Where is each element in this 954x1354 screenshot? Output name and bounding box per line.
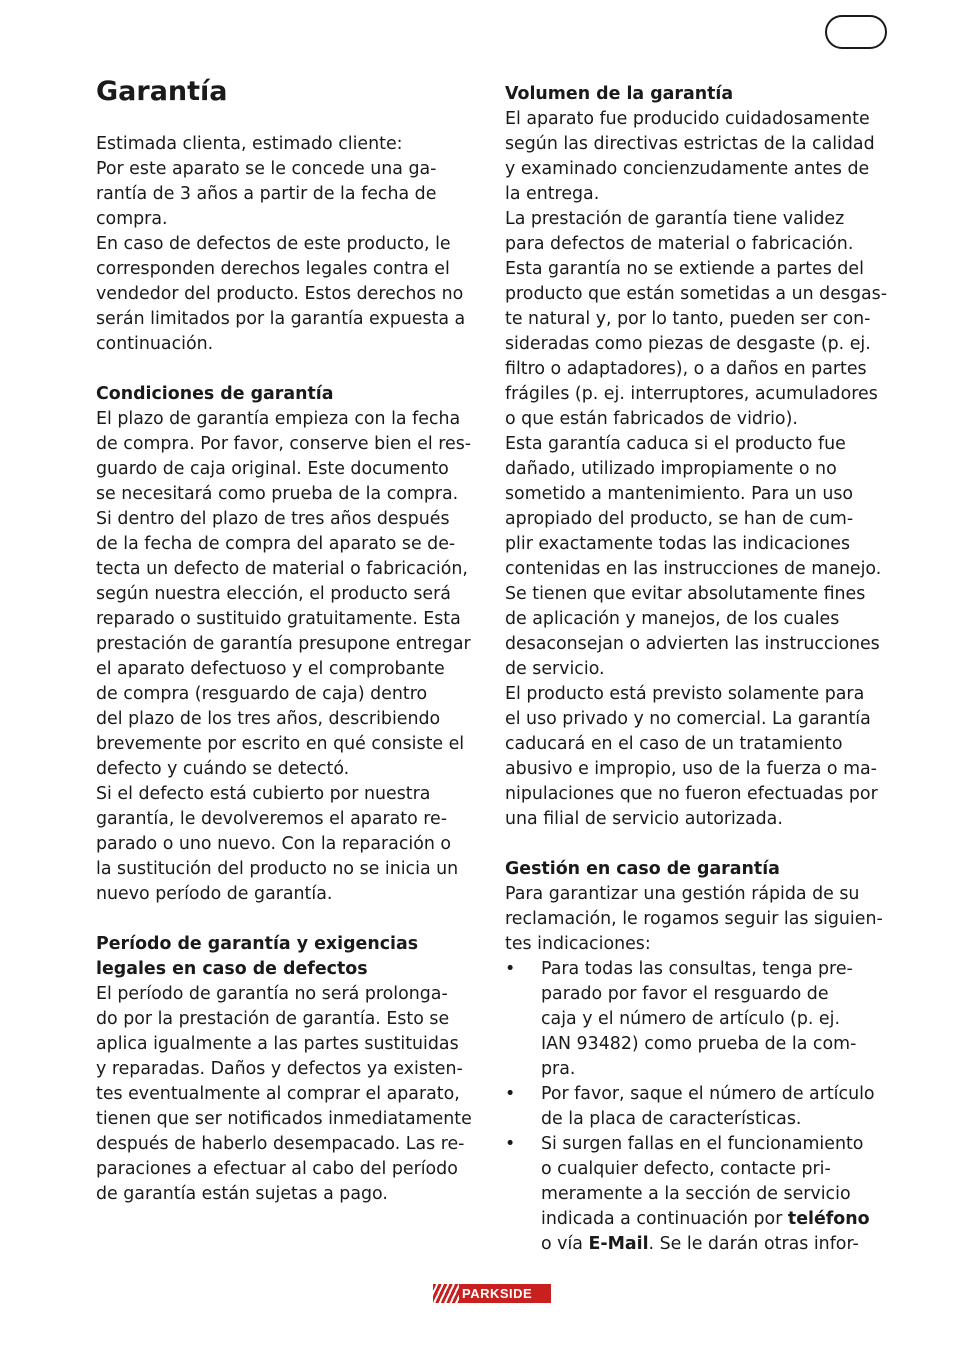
text-line: vendedor del producto. Estos derechos no bbox=[96, 284, 464, 304]
list-item bbox=[505, 957, 897, 1082]
text-run: . Se le darán otras infor- bbox=[648, 1234, 859, 1254]
text-line: producto que están sometidas a un desgas- bbox=[505, 284, 887, 304]
text-line: reclamación, le rogamos seguir las siguien- bbox=[505, 909, 883, 929]
logo-stripes-icon bbox=[433, 1284, 459, 1303]
text-line: Esta garantía no se extiende a partes del bbox=[505, 259, 864, 279]
text-line: tienen que ser notificados inmediatamente bbox=[96, 1109, 472, 1129]
logo-wordmark: PARKSIDE bbox=[462, 1286, 533, 1301]
text-line: garantía, le devolveremos el aparato re- bbox=[96, 809, 448, 829]
text-line: parado por favor el resguardo de bbox=[541, 984, 829, 1004]
text-line: corresponden derechos legales contra el bbox=[96, 259, 450, 279]
text-line: Esta garantía caduca si el producto fue bbox=[505, 434, 846, 454]
text-line: de aplicación y manejos, de los cuales bbox=[505, 609, 840, 629]
text-line: de compra (resguardo de caja) dentro bbox=[96, 684, 428, 704]
text-line: En caso de defectos de este producto, le bbox=[96, 234, 451, 254]
text-line: y examinado concienzudamente antes de bbox=[505, 159, 870, 179]
period-paragraph bbox=[96, 982, 486, 1207]
text-line: sideradas como piezas de desgaste (p. ej. bbox=[505, 334, 871, 354]
text-line: IAN 93482) como prueba de la com- bbox=[541, 1034, 857, 1054]
text-line: de garantía están sujetas a pago. bbox=[96, 1184, 388, 1204]
left-column bbox=[96, 132, 486, 1207]
text-line: el uso privado y no comercial. La garantía bbox=[505, 709, 871, 729]
text-run: o vía bbox=[541, 1234, 589, 1254]
text-line: Si el defecto está cubierto por nuestra bbox=[96, 784, 431, 804]
language-badge bbox=[825, 15, 887, 49]
text-line: rantía de 3 años a partir de la fecha de bbox=[96, 184, 437, 204]
text-line: te natural y, por lo tanto, pueden ser con- bbox=[505, 309, 871, 329]
conditions-paragraph bbox=[96, 407, 486, 907]
text-line: aplica igualmente a las partes sustituidas bbox=[96, 1034, 459, 1054]
bullet-icon: • bbox=[505, 1084, 516, 1104]
text-line: una filial de servicio autorizada. bbox=[505, 809, 783, 829]
section-heading-procedure: Gestión en caso de garantía bbox=[505, 859, 780, 879]
text-line: desaconsejan o advierten las instrucciones bbox=[505, 634, 880, 654]
right-column bbox=[505, 82, 897, 1257]
text-line: caja y el número de artículo (p. ej. bbox=[541, 1009, 840, 1029]
text-line: el aparato defectuoso y el comprobante bbox=[96, 659, 445, 679]
text-line: Por este aparato se le concede una ga- bbox=[96, 159, 437, 179]
text-line: El plazo de garantía empieza con la fecha bbox=[96, 409, 461, 429]
text-line: pra. bbox=[541, 1059, 576, 1079]
text-line: do por la prestación de garantía. Esto se bbox=[96, 1009, 450, 1029]
text-line: según nuestra elección, el producto será bbox=[96, 584, 451, 604]
text-line: o cualquier defecto, contacte pri- bbox=[541, 1159, 831, 1179]
text-line: nuevo período de garantía. bbox=[96, 884, 333, 904]
text-line: Para todas las consultas, tenga pre- bbox=[541, 959, 853, 979]
text-line: la sustitución del producto no se inicia un bbox=[96, 859, 459, 879]
text-line: nipulaciones que no fueron efectuadas por bbox=[505, 784, 878, 804]
text-line: parado o uno nuevo. Con la reparación o bbox=[96, 834, 452, 854]
text-line: El aparato fue producido cuidadosamente bbox=[505, 109, 870, 129]
text-line: contenidas en las instrucciones de manejo. bbox=[505, 559, 882, 579]
text-line: frágiles (p. ej. interruptores, acumuladores bbox=[505, 384, 878, 404]
text-line: Se tienen que evitar absolutamente fines bbox=[505, 584, 866, 604]
section-heading-conditions: Condiciones de garantía bbox=[96, 384, 334, 404]
text-line: sometido a mantenimiento. Para un uso bbox=[505, 484, 854, 504]
text-line: de la fecha de compra del aparato se de- bbox=[96, 534, 456, 554]
text-line: La prestación de garantía tiene validez bbox=[505, 209, 845, 229]
text-line: y reparadas. Daños y defectos ya existen- bbox=[96, 1059, 463, 1079]
text-line: meramente a la sección de servicio bbox=[541, 1184, 851, 1204]
text-line: según las directivas estrictas de la calidad bbox=[505, 134, 875, 154]
procedure-paragraph bbox=[505, 882, 897, 957]
text-line: tes eventualmente al comprar el aparato, bbox=[96, 1084, 460, 1104]
list-item bbox=[505, 1082, 897, 1132]
text-line: compra. bbox=[96, 209, 168, 229]
text-line: Si surgen fallas en el funcionamiento bbox=[541, 1134, 864, 1154]
text-line: continuación. bbox=[96, 334, 214, 354]
text-line bbox=[541, 1207, 897, 1232]
text-line: del plazo de los tres años, describiendo bbox=[96, 709, 441, 729]
text-line: se necesitará como prueba de la compra. bbox=[96, 484, 459, 504]
text-line: brevemente por escrito en qué consiste el bbox=[96, 734, 465, 754]
text-line: Para garantizar una gestión rápida de su bbox=[505, 884, 860, 904]
text-run: indicada a continuación por bbox=[541, 1209, 788, 1229]
text-line: El período de garantía no será prolonga- bbox=[96, 984, 448, 1004]
text-line: Estimada clienta, estimado cliente: bbox=[96, 134, 403, 154]
text-line: reparado o sustituido gratuitamente. Esta bbox=[96, 609, 461, 629]
text-line: apropiado del producto, se han de cum- bbox=[505, 509, 854, 529]
text-line: serán limitados por la garantía expuesta a bbox=[96, 309, 466, 329]
text-line: para defectos de material o fabricación. bbox=[505, 234, 854, 254]
text-line: defecto y cuándo se detectó. bbox=[96, 759, 350, 779]
text-line: tes indicaciones: bbox=[505, 934, 651, 954]
section-heading-period: legales en caso de defectos bbox=[96, 959, 368, 979]
text-line: tecta un defecto de material o fabricación, bbox=[96, 559, 468, 579]
list-item bbox=[505, 1132, 897, 1257]
text-line: de compra. Por favor, conserve bien el res- bbox=[96, 434, 472, 454]
bullet-icon: • bbox=[505, 1134, 516, 1154]
text-line: abusivo e impropio, uso de la fuerza o ma- bbox=[505, 759, 877, 779]
text-line: de servicio. bbox=[505, 659, 605, 679]
section-heading-period: Período de garantía y exigencias bbox=[96, 934, 419, 954]
text-line: paraciones a efectuar al cabo del período bbox=[96, 1159, 458, 1179]
text-line: o que están fabricados de vidrio). bbox=[505, 409, 798, 429]
text-line: Por favor, saque el número de artículo bbox=[541, 1084, 875, 1104]
text-line: plir exactamente todas las indicaciones bbox=[505, 534, 851, 554]
section-heading-scope: Volumen de la garantía bbox=[505, 84, 734, 104]
text-line: caducará en el caso de un tratamiento bbox=[505, 734, 843, 754]
email-label: E-Mail bbox=[588, 1234, 649, 1254]
text-line: la entrega. bbox=[505, 184, 600, 204]
scope-paragraph bbox=[505, 107, 897, 832]
intro-paragraph bbox=[96, 132, 486, 357]
text-line: prestación de garantía presupone entregar bbox=[96, 634, 471, 654]
text-line: después de haberlo desempacado. Las re- bbox=[96, 1134, 465, 1154]
text-line: guardo de caja original. Este documento bbox=[96, 459, 449, 479]
text-line: Si dentro del plazo de tres años después bbox=[96, 509, 450, 529]
bullet-icon: • bbox=[505, 959, 516, 979]
text-line: dañado, utilizado impropiamente o no bbox=[505, 459, 837, 479]
text-line: de la placa de características. bbox=[541, 1109, 802, 1129]
page-title: Garantía bbox=[96, 76, 228, 107]
phone-label: teléfono bbox=[787, 1209, 870, 1229]
text-line bbox=[541, 1232, 897, 1257]
text-line: filtro o adaptadores), o a daños en partes bbox=[505, 359, 867, 379]
text-line: El producto está previsto solamente para bbox=[505, 684, 865, 704]
parkside-logo bbox=[433, 1284, 551, 1303]
